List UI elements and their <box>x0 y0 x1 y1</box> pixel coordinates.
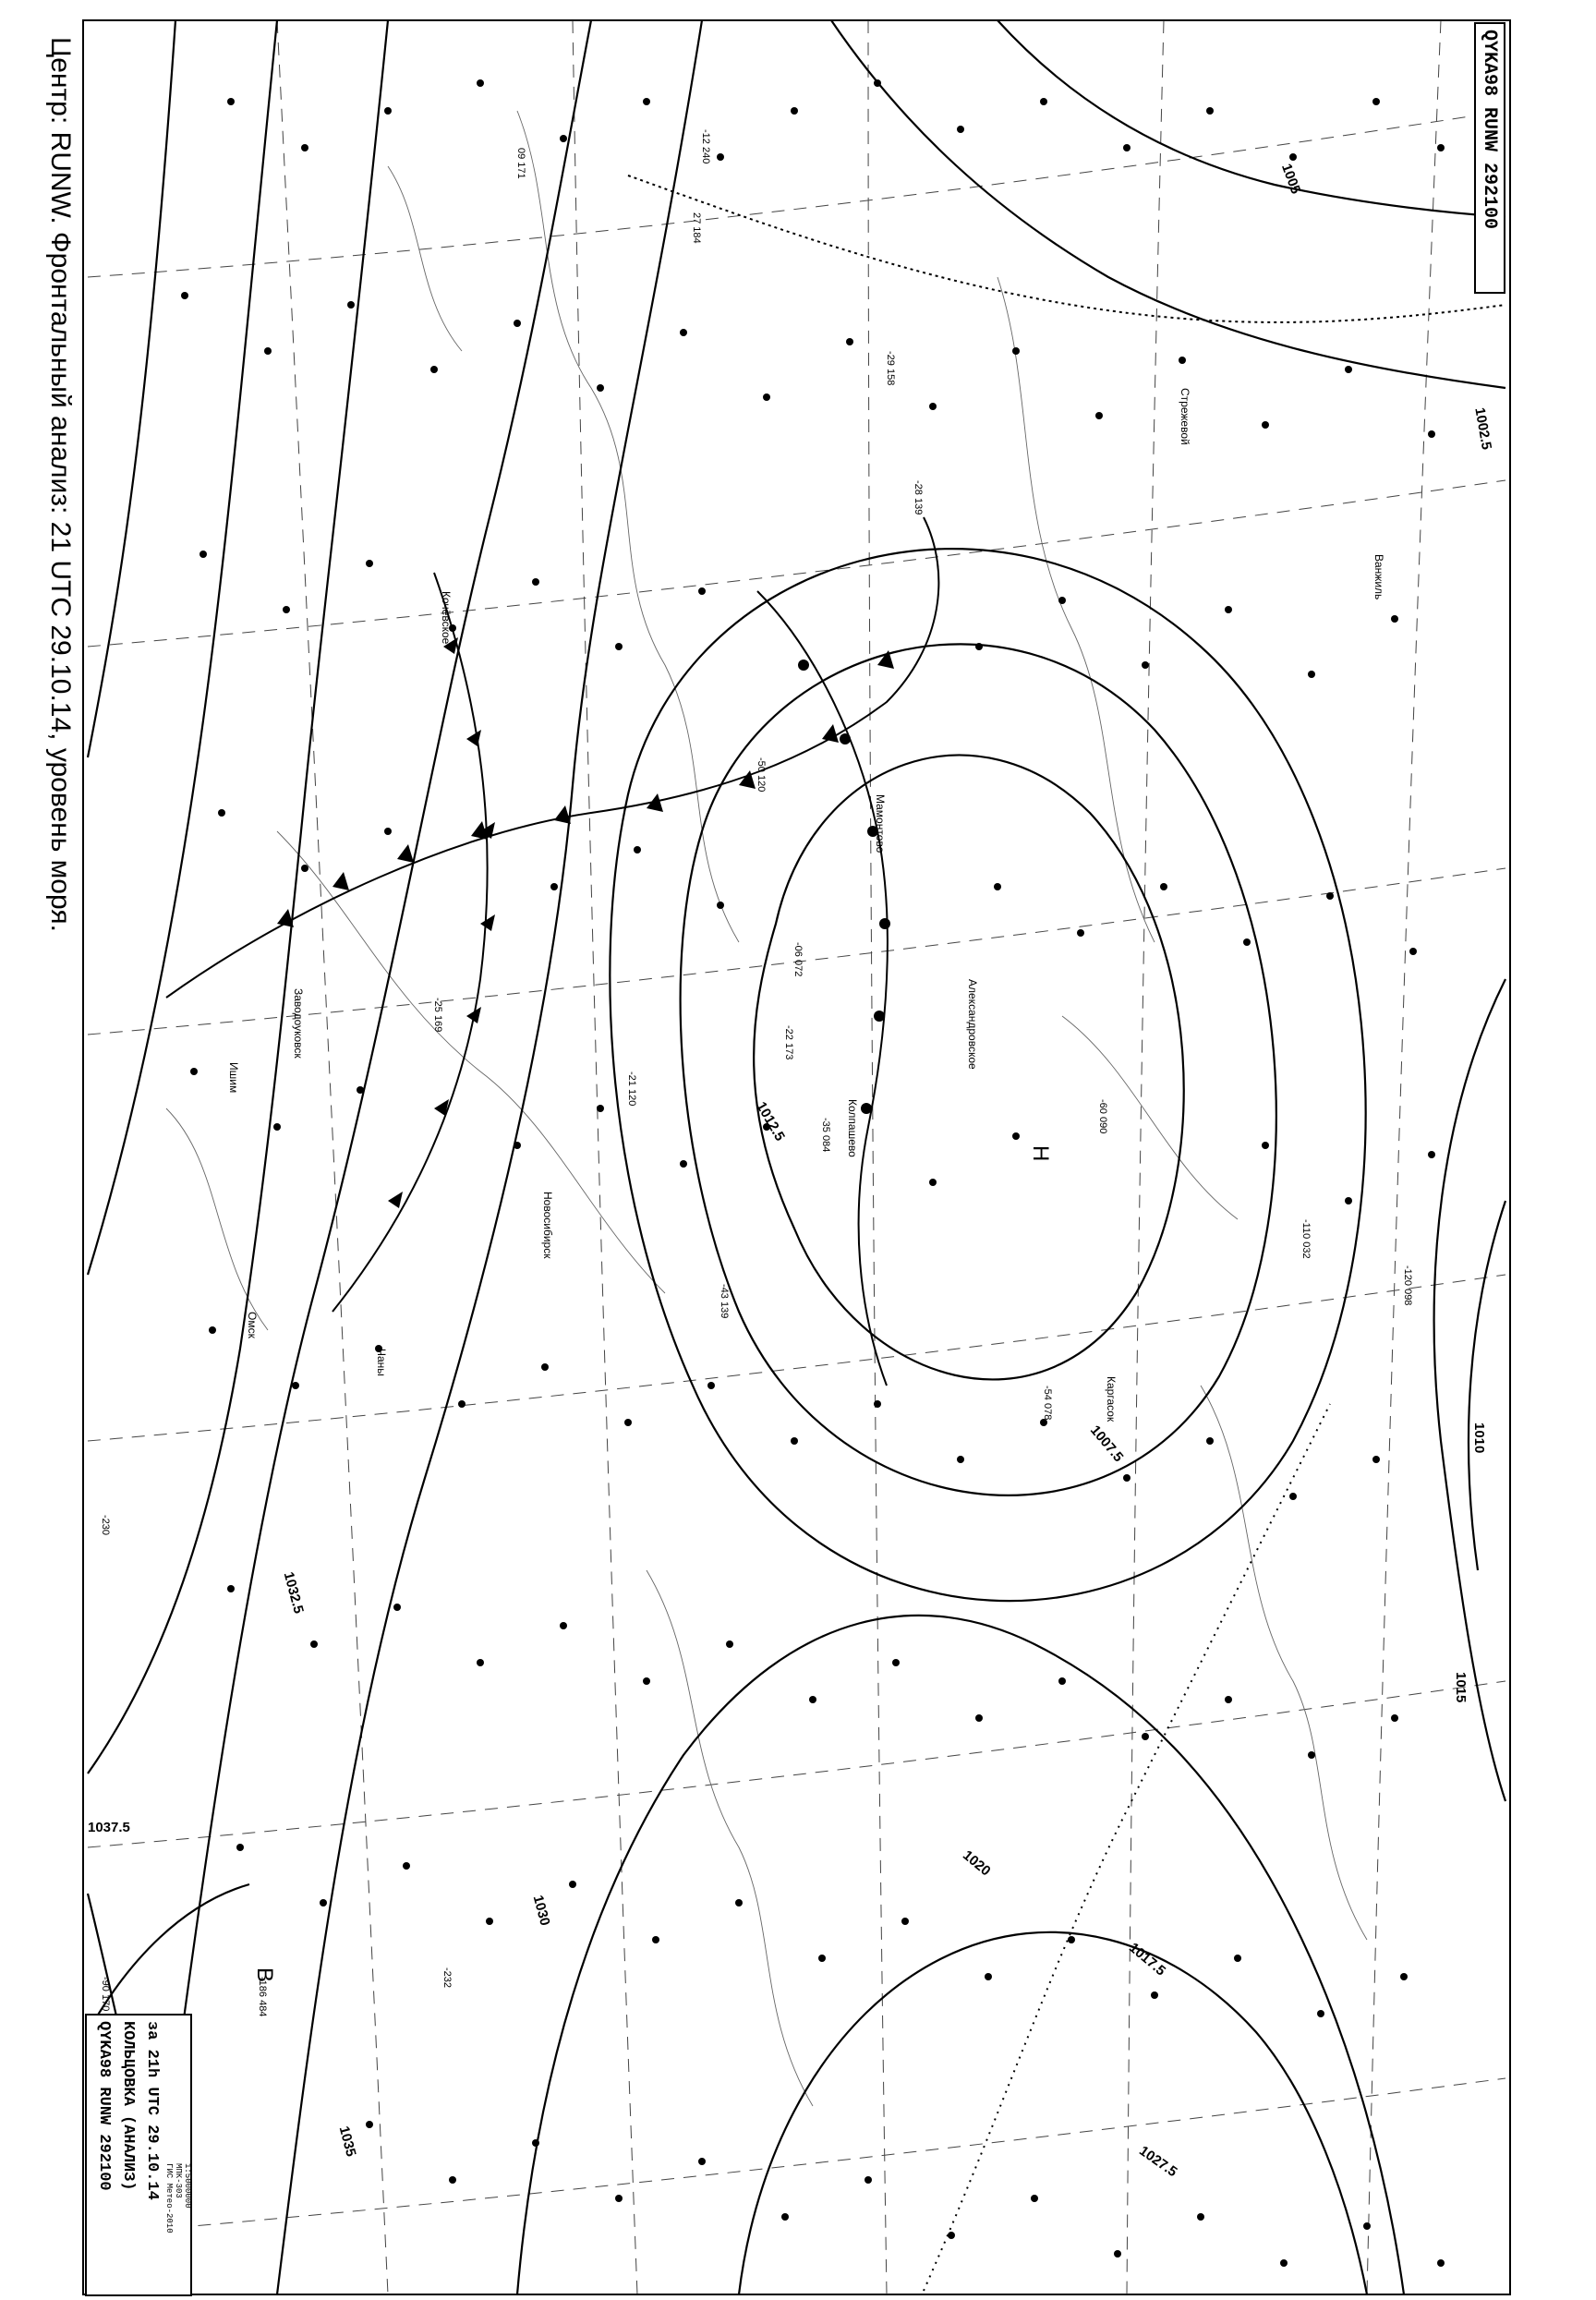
city-label: Каргасок <box>1105 1376 1118 1422</box>
station-value: -110 032 <box>1300 1219 1312 1259</box>
isobar-label: 1005 <box>1278 162 1304 197</box>
station-value: 09 171 <box>515 148 526 179</box>
city-label: Омск <box>246 1312 259 1338</box>
stamp-code: QYKA98 RUNW 292100 <box>95 2021 113 2191</box>
isobar-label: 1032.5 <box>280 1570 307 1616</box>
isobar-label: 1010 <box>1471 1422 1487 1454</box>
city-label: Кочёвское <box>440 591 453 645</box>
isobar-label: 1030 <box>529 1894 553 1928</box>
city-label: Новосибирск <box>541 1192 554 1259</box>
isobar-label: 1007.5 <box>1086 1422 1127 1466</box>
city-label: Стрежевой <box>1179 388 1191 445</box>
station-value: -90 170 <box>100 1977 111 2012</box>
station-value: -21 120 <box>626 1071 637 1107</box>
stamp-time: за 21h UTC 29.10.14 <box>143 2021 161 2200</box>
city-label: Александровское <box>966 979 979 1070</box>
station-value: -186 484 <box>257 1977 268 2017</box>
station-value: 27 184 <box>691 212 702 244</box>
map-title: Центр: RUNW. Фронтальный анализ: 21 UTC 29.10.14, уровень моря. <box>45 37 76 932</box>
station-value: -54 078 <box>1042 1386 1053 1421</box>
header-code: QYKA98 RUNW 292100 <box>1479 30 1500 230</box>
isobar-label: 1015 <box>1453 1672 1469 1703</box>
station-value: -43 139 <box>719 1284 730 1319</box>
isobar-label: 1035 <box>335 2124 359 2159</box>
station-value: -230 <box>100 1515 111 1536</box>
header-code-box <box>1474 22 1505 294</box>
isobar-label: 1037.5 <box>88 1820 130 1835</box>
isobar-label: 1020 <box>960 1847 994 1880</box>
city-label: Колпашево <box>846 1099 859 1157</box>
station-value: -35 084 <box>820 1118 831 1153</box>
stamp-scale: 1:5000000 <box>183 2163 192 2209</box>
station-value: -25 169 <box>432 998 443 1033</box>
city-label: Заводоуковск <box>292 988 305 1059</box>
station-value: -232 <box>441 1967 453 1989</box>
stamp-box <box>85 2014 192 2296</box>
isobar-label: 1017.5 <box>1126 1940 1169 1979</box>
isobar-label: 1012.5 <box>753 1099 788 1144</box>
station-value: -12 240 <box>700 129 711 164</box>
station-value: -29 158 <box>885 351 896 386</box>
station-value: -06 072 <box>792 942 804 977</box>
city-label: Чаны <box>375 1349 388 1376</box>
isobar-label: 1002.5 <box>1471 406 1494 452</box>
isobar-label: 1027.5 <box>1136 2143 1180 2181</box>
station-value: -28 139 <box>913 480 924 515</box>
high-pressure-center: В <box>252 1967 277 1983</box>
city-label: Ванжиль <box>1372 554 1385 600</box>
stamp-software: ГИС Метео-2010 <box>164 2163 174 2233</box>
station-value: -22 173 <box>783 1025 794 1060</box>
station-value: -120 098 <box>1402 1265 1413 1306</box>
station-value: -50 120 <box>756 757 767 793</box>
low-pressure-center: Н <box>1028 1145 1053 1162</box>
stamp-name: КОЛЬЦОВКА (АНАЛИЗ) <box>119 2021 137 2191</box>
stamp-version: МПК-303 <box>174 2163 183 2198</box>
station-value: -60 090 <box>1097 1099 1108 1134</box>
city-label: Ишим <box>227 1062 240 1094</box>
city-label: Мамонтово <box>874 794 887 853</box>
